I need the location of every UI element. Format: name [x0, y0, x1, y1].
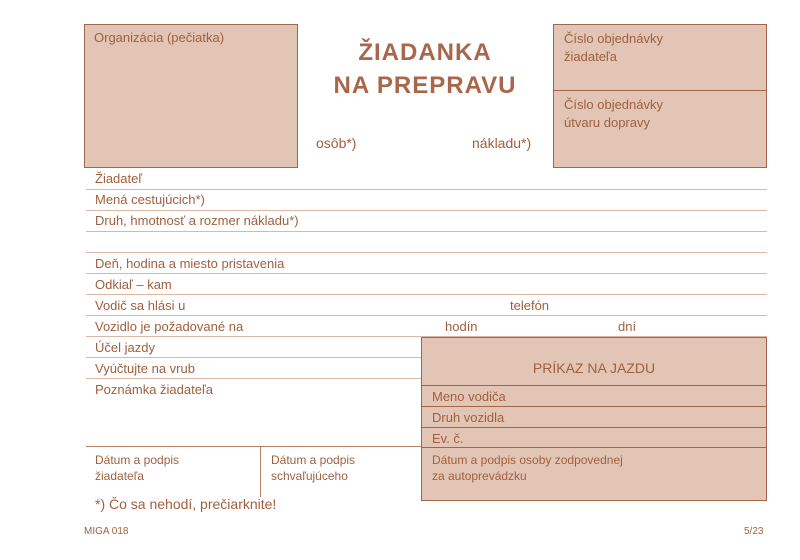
- purpose-field[interactable]: Účel jazdy: [95, 340, 155, 355]
- phone-field[interactable]: telefón: [510, 298, 550, 313]
- order-panel-divider: [421, 406, 767, 407]
- signature-divider: [260, 447, 261, 497]
- driver-report-field[interactable]: Vodič sa hlási u: [95, 298, 186, 313]
- rule: [86, 231, 767, 232]
- cargo-option[interactable]: nákladu*): [472, 135, 532, 151]
- approver-signature-field[interactable]: Dátum a podpis schvaľujúceho: [271, 453, 356, 483]
- requester-signature-field[interactable]: Dátum a podpis žiadateľa: [95, 453, 180, 483]
- footnote: *) Čo sa nehodí, prečiarknite!: [95, 496, 277, 512]
- rule: [86, 378, 422, 379]
- order-number-divider: [553, 90, 767, 91]
- order-number-requester-field[interactable]: Číslo objednávky žiadateľa: [564, 31, 663, 64]
- rule: [86, 357, 422, 358]
- rule: [86, 189, 767, 190]
- order-panel-divider: [421, 427, 767, 428]
- form-title-line2: NA PREPRAVU: [333, 72, 517, 99]
- form-title-line1: ŽIADANKA: [358, 39, 492, 66]
- requester-field[interactable]: Žiadateľ: [95, 171, 143, 186]
- organization-label: Organizácia (pečiatka): [94, 30, 225, 45]
- rule: [86, 446, 422, 447]
- persons-option[interactable]: osôb*): [316, 135, 357, 151]
- billing-field[interactable]: Vyúčtujte na vrub: [95, 361, 195, 376]
- pickup-field[interactable]: Deň, hodina a miesto pristavenia: [95, 256, 285, 271]
- days-field[interactable]: dní: [618, 319, 637, 334]
- page-number: 5/23: [744, 526, 764, 537]
- vehicle-required-field[interactable]: Vozidlo je požadované na: [95, 319, 244, 334]
- order-number-transport-field[interactable]: Číslo objednávky útvaru dopravy: [564, 97, 663, 130]
- passenger-names-field[interactable]: Mená cestujúcich*): [95, 192, 205, 207]
- rule: [86, 210, 767, 211]
- order-panel-divider: [421, 447, 767, 448]
- form-code: MIGA 018: [84, 526, 129, 537]
- responsible-signature-field[interactable]: Dátum a podpis osoby zodpovednej za autoprevádzku: [432, 453, 623, 483]
- rule: [86, 315, 767, 316]
- vehicle-type-field[interactable]: Druh vozidla: [432, 410, 505, 425]
- from-to-field[interactable]: Odkiaľ – kam: [95, 277, 172, 292]
- registration-number-field[interactable]: Ev. č.: [432, 431, 464, 446]
- driver-name-field[interactable]: Meno vodiča: [432, 389, 506, 404]
- rule: [86, 273, 767, 274]
- requester-note-field[interactable]: Poznámka žiadateľa: [95, 382, 213, 397]
- rule: [86, 252, 767, 253]
- hours-field[interactable]: hodín: [445, 319, 478, 334]
- order-panel-title: PRÍKAZ NA JAZDU: [532, 360, 656, 376]
- cargo-details-field[interactable]: Druh, hmotnosť a rozmer nákladu*): [95, 213, 299, 228]
- rule: [86, 294, 767, 295]
- order-panel-divider: [421, 385, 767, 386]
